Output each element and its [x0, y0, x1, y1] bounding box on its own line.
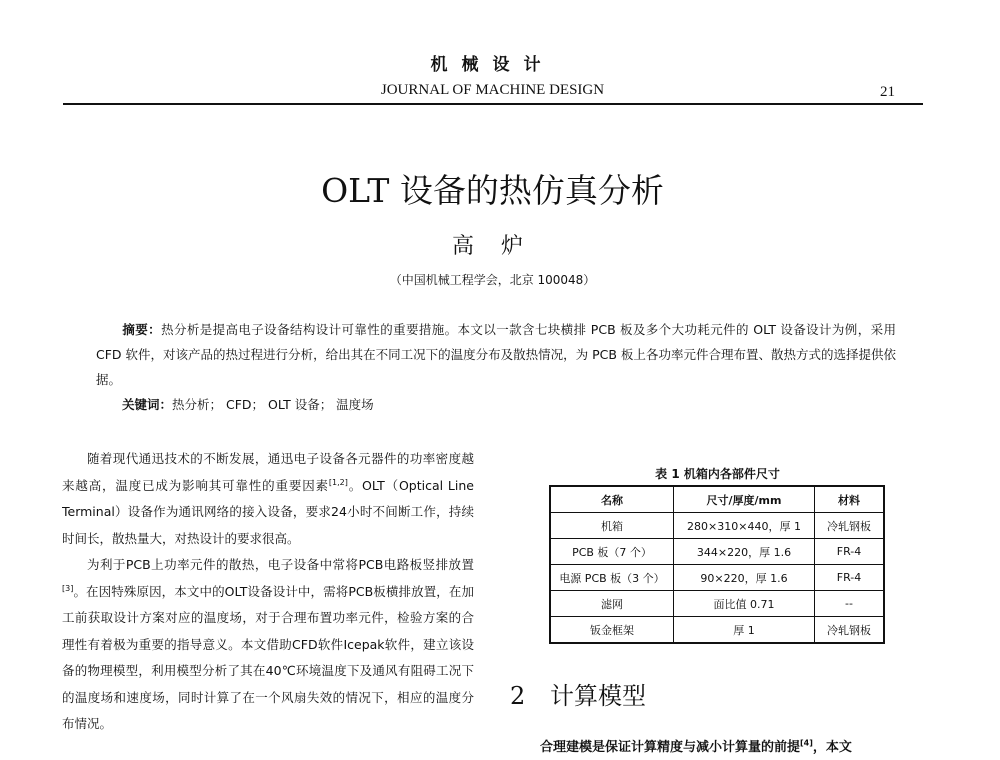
table-row	[550, 565, 884, 591]
table-cell: 冷轧钢板	[815, 617, 885, 644]
body-paragraph-1: 随着现代通迅技术的不断发展，通迅电子设备各元器件的功率密度越来越高，温度已成为影响其可靠性的重要因素[1,2]。OLT（Optical Line Terminal）设备作为通讯网络的接入设备，要求24小时不间断工作，持续时间长，散热量大，对热设计的要求很高。	[62, 451, 474, 546]
citation: [3]	[62, 583, 74, 593]
table-cell: 344×220，厚 1.6	[674, 539, 815, 565]
table-cell: 滤网	[550, 591, 674, 617]
table-caption: 表 1 机箱内各部件尺寸	[655, 467, 780, 481]
journal-title-cn: 机械设计	[430, 55, 555, 75]
section-title: 计算模型	[550, 682, 646, 710]
table-cell: 电源 PCB 板（3 个）	[550, 565, 674, 591]
section-heading	[510, 676, 646, 711]
table-row	[550, 539, 884, 565]
table-cell: PCB 板（7 个）	[550, 539, 674, 565]
table-header-cell: 材料	[815, 486, 885, 513]
abstract-text: 热分析是提高电子设备结构设计可靠性的重要措施。本文以一款含七块横排 PCB 板及多个大功耗元件的 OLT 设备设计为例，采用 CFD 软件，对该产品的热过程进行分析，给出其在不同工况下的温度分布及散热情况，为 PCB 板上各功率元件合理布置、散热方式的选择提供依据。	[96, 322, 896, 387]
table-row	[550, 617, 884, 644]
section-number: 2	[510, 682, 526, 710]
keywords	[122, 395, 902, 413]
body-left-column	[62, 446, 474, 760]
table-cell: 冷轧钢板	[815, 513, 885, 539]
author-name: 高 炉	[452, 234, 533, 259]
table-cell: 厚 1	[674, 617, 815, 644]
page-number: 21	[880, 84, 895, 100]
article-title: OLT 设备的热仿真分析	[321, 171, 664, 210]
author-affiliation: （中国机械工程学会，北京 100048）	[389, 273, 596, 287]
table-cell: --	[815, 591, 885, 617]
abstract	[96, 317, 896, 392]
dimensions-table	[549, 485, 885, 644]
journal-title-en: JOURNAL OF MACHINE DESIGN	[380, 82, 605, 98]
header-rule	[63, 103, 923, 105]
table-row	[550, 513, 884, 539]
body-paragraph-2: 为利于PCB上功率元件的散热，电子设备中常将PCB电路板竖排放置[3]。在因特殊原因，本文中的OLT设备设计中，需将PCB板横排放置，在加工前获取设计方案对应的温度场，对于合理布置功率元件，检验方案的合理性有着极为重要的指导意义。本文借助CFD软件Icepak软件，建立该设备的物理模型，利用模型分析了其在40℃环境温度下及通风有阻碍工况下的温度场和速度场，同时计算了在一个风扇失效的情况下，相应的温度分布情况。	[62, 557, 474, 731]
citation: [1,2]	[328, 477, 348, 487]
table-cell: 面比值 0.71	[674, 591, 815, 617]
table-cell: 钣金框架	[550, 617, 674, 644]
table-cell: 280×310×440，厚 1	[674, 513, 815, 539]
table-cell: FR-4	[815, 565, 885, 591]
abstract-label: 摘要：	[122, 322, 162, 337]
keywords-label: 关键词：	[122, 397, 173, 412]
table-header-cell: 名称	[550, 486, 674, 513]
table-cell: 机箱	[550, 513, 674, 539]
section-paragraph: 合理建模是保证计算精度与减小计算量的前提[4]，本文	[540, 738, 852, 755]
keywords-text: 热分析； CFD； OLT 设备； 温度场	[172, 397, 374, 412]
table-row	[550, 591, 884, 617]
table-header-row	[550, 486, 884, 513]
table-cell: 90×220，厚 1.6	[674, 565, 815, 591]
table-cell: FR-4	[815, 539, 885, 565]
table-header-cell: 尺寸/厚度/mm	[674, 486, 815, 513]
citation: [4]	[800, 738, 813, 748]
